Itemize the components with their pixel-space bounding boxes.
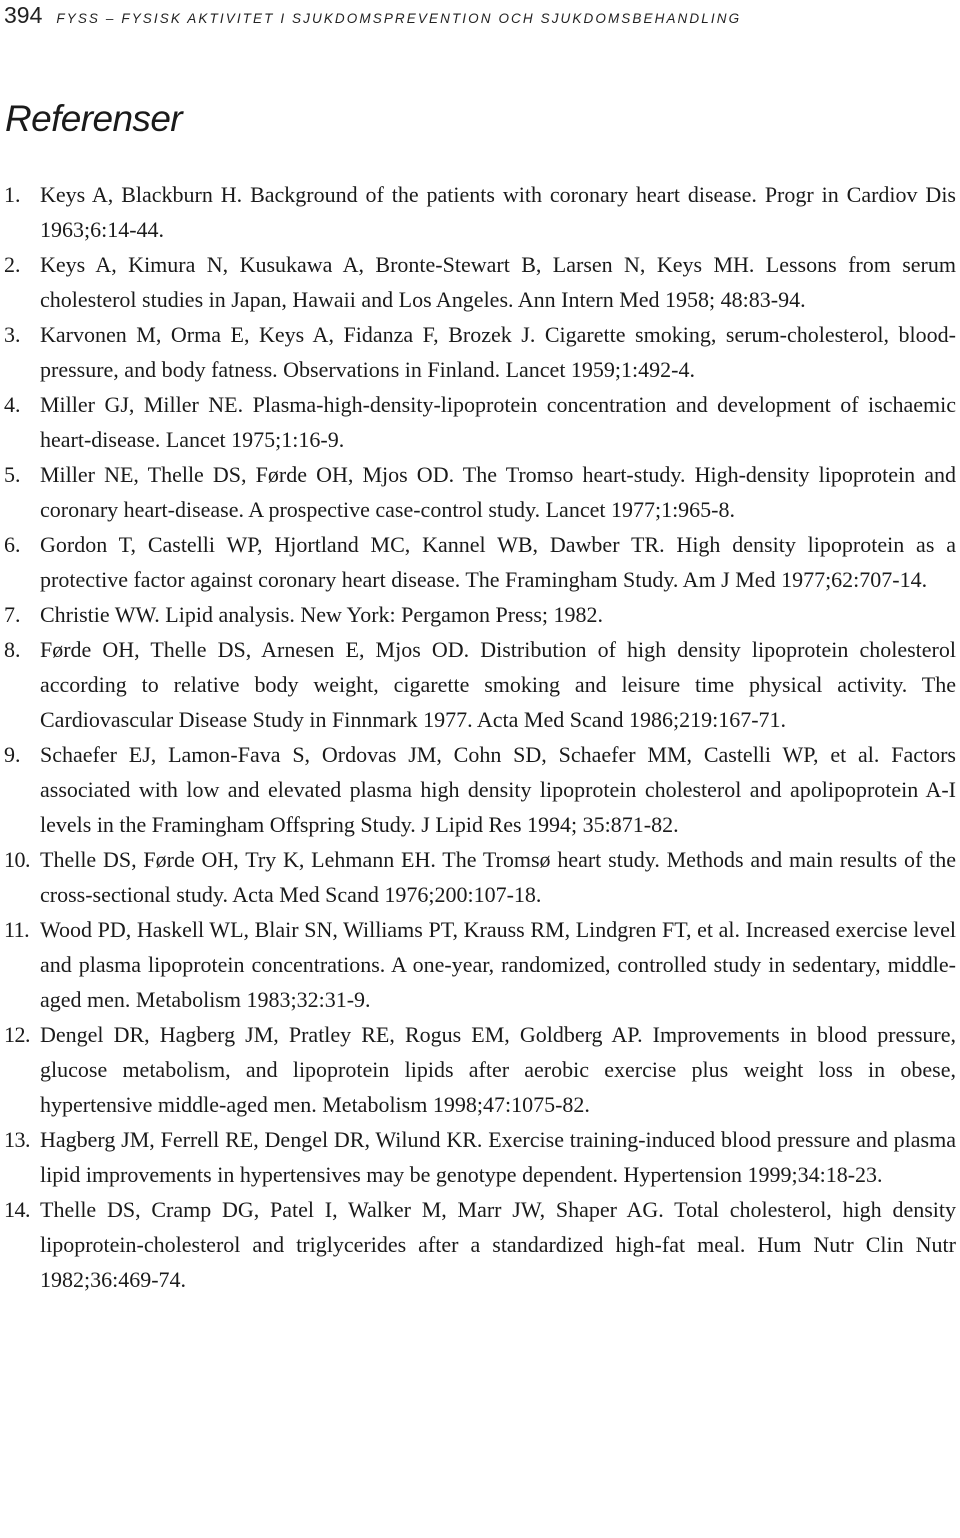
reference-number: 2. — [4, 252, 21, 277]
reference-text: Miller GJ, Miller NE. Plasma-high-density-lipoprotein concentration and development of ischaemic heart-disease. Lancet 1975;1:16-9. — [40, 392, 956, 452]
reference-item — [4, 632, 956, 737]
reference-number: 8. — [4, 637, 21, 662]
reference-text: Thelle DS, Førde OH, Try K, Lehmann EH. The Tromsø heart study. Methods and main results of the cross-sectional study. Acta Med Scand 1976;200:107-18. — [40, 847, 956, 907]
running-head — [4, 0, 741, 30]
reference-number: 7. — [4, 602, 21, 627]
reference-number: 13. — [4, 1127, 30, 1152]
reference-text: Karvonen M, Orma E, Keys A, Fidanza F, Brozek J. Cigarette smoking, serum-cholesterol, blood-pressure, and body fatness. Observations in Finland. Lancet 1959;1:492-4. — [40, 322, 956, 382]
reference-item — [4, 1122, 956, 1192]
reference-item — [4, 247, 956, 317]
reference-item — [4, 177, 956, 247]
section-title: Referenser — [5, 98, 183, 139]
reference-item — [4, 317, 956, 387]
reference-text: Christie WW. Lipid analysis. New York: Pergamon Press; 1982. — [40, 602, 604, 627]
reference-number: 4. — [4, 392, 21, 417]
reference-item — [4, 737, 956, 842]
reference-text: Miller NE, Thelle DS, Førde OH, Mjos OD. The Tromso heart-study. High-density lipoprotein and coronary heart-disease. A prospective case-control study. Lancet 1977;1:965-8. — [40, 462, 956, 522]
reference-text: Thelle DS, Cramp DG, Patel I, Walker M, Marr JW, Shaper AG. Total cholesterol, high density lipoprotein-cholesterol and triglycerides after a standardized high-fat meal. Hum Nutr Clin Nutr 1982;36:469-74. — [40, 1197, 956, 1292]
reference-item — [4, 1192, 956, 1297]
reference-number: 1. — [4, 182, 21, 207]
reference-item — [4, 912, 956, 1017]
reference-number: 6. — [4, 532, 21, 557]
reference-text: Keys A, Kimura N, Kusukawa A, Bronte-Stewart B, Larsen N, Keys MH. Lessons from serum cholesterol studies in Japan, Hawaii and Los Angeles. Ann Intern Med 1958; 48:83-94. — [40, 252, 956, 312]
reference-item — [4, 457, 956, 527]
reference-number: 10. — [4, 847, 30, 872]
reference-item — [4, 387, 956, 457]
reference-text: Gordon T, Castelli WP, Hjortland MC, Kannel WB, Dawber TR. High density lipoprotein as a protective factor against coronary heart disease. The Framingham Study. Am J Med 1977;62:707-14. — [40, 532, 956, 592]
reference-item — [4, 842, 956, 912]
reference-text: Dengel DR, Hagberg JM, Pratley RE, Rogus EM, Goldberg AP. Improvements in blood pressure, glucose metabolism, and lipoprotein lipids after aerobic exercise plus weight loss in obese, hypertensive middle-aged men. Metabolism 1998;47:1075-82. — [40, 1022, 956, 1117]
reference-text: Schaefer EJ, Lamon-Fava S, Ordovas JM, Cohn SD, Schaefer MM, Castelli WP, et al. Factors associated with low and elevated plasma high density lipoprotein cholesterol and apolipoprotein A-I levels in the Framingham Offspring Study. J Lipid Res 1994; 35:871-82. — [40, 742, 956, 837]
reference-number: 14. — [4, 1197, 30, 1222]
reference-number: 12. — [4, 1022, 30, 1047]
running-title: FYSS – FYSISK AKTIVITET I SJUKDOMSPREVENTION OCH SJUKDOMSBEHANDLING — [56, 11, 742, 26]
reference-number: 9. — [4, 742, 21, 767]
reference-text: Keys A, Blackburn H. Background of the patients with coronary heart disease. Progr in Cardiov Dis 1963;6:14-44. — [40, 182, 956, 242]
reference-text: Førde OH, Thelle DS, Arnesen E, Mjos OD. Distribution of high density lipoprotein cholesterol according to relative body weight, cigarette smoking and leisure time physical activity. The Cardiovascular Disease Study in Finnmark 1977. Acta Med Scand 1986;219:167-71. — [40, 637, 956, 732]
page-number: 394 — [4, 2, 43, 28]
reference-list — [4, 177, 956, 1297]
reference-item — [4, 1017, 956, 1122]
reference-item — [4, 597, 956, 632]
reference-text: Hagberg JM, Ferrell RE, Dengel DR, Wilund KR. Exercise training-induced blood pressure and plasma lipid improvements in hypertensives may be genotype dependent. Hypertension 1999;34:18-23. — [40, 1127, 956, 1187]
reference-number: 3. — [4, 322, 21, 347]
reference-text: Wood PD, Haskell WL, Blair SN, Williams PT, Krauss RM, Lindgren FT, et al. Increased exercise level and plasma lipoprotein concentrations. A one-year, randomized, controlled study in sedentary, middle-aged men. Metabolism 1983;32:31-9. — [40, 917, 956, 1012]
reference-number: 5. — [4, 462, 21, 487]
reference-number: 11. — [4, 917, 30, 942]
reference-item — [4, 527, 956, 597]
